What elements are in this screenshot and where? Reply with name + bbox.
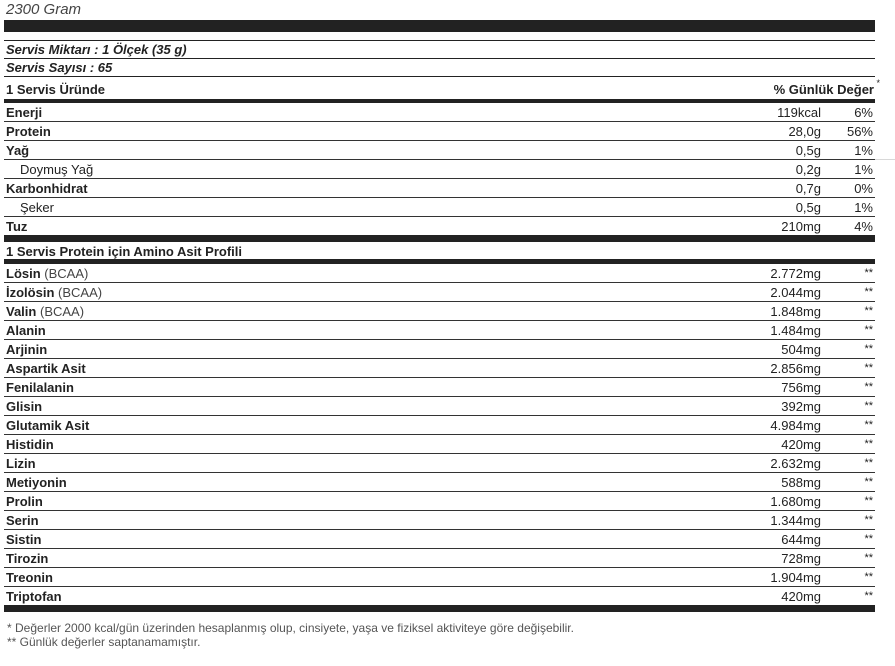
- amino-acid-name: Serin: [6, 512, 39, 528]
- nutrient-amount: 28,0g: [788, 123, 821, 139]
- amino-acid-name: Lösin: [6, 265, 41, 281]
- amino-acid-daily-value: **: [864, 533, 873, 545]
- table-row: [4, 568, 875, 587]
- amino-acid-amount: 2.772mg: [770, 265, 821, 281]
- amino-acid-daily-value: **: [864, 343, 873, 355]
- amino-acid-amount: 1.680mg: [770, 493, 821, 509]
- amino-acid-daily-value: **: [864, 286, 873, 298]
- amino-acid-daily-value: **: [864, 590, 873, 602]
- nutrition-header-left: 1 Servis Üründe: [6, 82, 105, 97]
- amino-acid-amount: 504mg: [781, 341, 821, 357]
- amino-acid-amount: 4.984mg: [770, 417, 821, 433]
- amino-acid-name: Prolin: [6, 493, 43, 509]
- table-row: [4, 492, 875, 511]
- amino-acid-daily-value: **: [864, 305, 873, 317]
- amino-acid-name: Arjinin: [6, 341, 48, 357]
- table-row: [4, 340, 875, 359]
- product-weight: 2300 Gram: [6, 1, 82, 18]
- amino-acid-daily-value: **: [864, 267, 873, 279]
- amino-acid-name: Glutamik Asit: [6, 417, 90, 433]
- serving-size: Servis Miktarı : 1 Ölçek (35 g): [4, 40, 875, 59]
- section-divider: [4, 235, 875, 242]
- amino-acid-name: Valin: [6, 303, 37, 319]
- amino-acid-name: Glisin: [6, 398, 43, 414]
- amino-acid-amount: 2.856mg: [770, 360, 821, 376]
- table-row: [4, 511, 875, 530]
- table-row: [4, 122, 875, 141]
- bcaa-note: (BCAA): [39, 303, 85, 319]
- table-row: [4, 397, 875, 416]
- amino-acid-amount: 420mg: [781, 436, 821, 452]
- amino-acid-name: Metiyonin: [6, 474, 67, 490]
- amino-acid-amount: 2.044mg: [770, 284, 821, 300]
- amino-acid-amount: 756mg: [781, 379, 821, 395]
- table-row: [4, 302, 875, 321]
- table-row: [4, 217, 875, 235]
- table-row: [4, 359, 875, 378]
- table-row: [4, 378, 875, 397]
- table-row: [4, 179, 875, 198]
- amino-acid-name: Tirozin: [6, 550, 49, 566]
- amino-acid-amount: 420mg: [781, 588, 821, 604]
- amino-acid-name: Treonin: [6, 569, 53, 585]
- amino-acid-daily-value: **: [864, 476, 873, 488]
- nutrient-daily-value: 0%: [854, 180, 873, 196]
- amino-acid-amount: 1.848mg: [770, 303, 821, 319]
- amino-acid-amount: 1.484mg: [770, 322, 821, 338]
- nutrient-daily-value: 4%: [854, 218, 873, 234]
- nutrient-name: Protein: [6, 123, 51, 139]
- nutrition-header-right: % Günlük Değer *: [774, 81, 874, 99]
- table-row: [4, 587, 875, 605]
- footnote-daily-value: * Değerler 2000 kcal/gün üzerinden hesaplanmış olup, cinsiyete, yaşa ve fiziksel aktiviteye göre değişebilir.: [7, 621, 574, 635]
- amino-acid-daily-value: **: [864, 495, 873, 507]
- amino-acid-name: Sistin: [6, 531, 42, 547]
- nutrient-amount: 210mg: [781, 218, 821, 234]
- nutrient-amount: 0,5g: [795, 199, 821, 215]
- table-row: [4, 530, 875, 549]
- amino-acid-name: Fenilalanin: [6, 379, 74, 395]
- table-row: [4, 321, 875, 340]
- amino-acid-table: [4, 264, 875, 605]
- amino-acid-daily-value: **: [864, 457, 873, 469]
- nutrient-daily-value: 1%: [854, 199, 873, 215]
- amino-acid-daily-value: **: [864, 552, 873, 564]
- nutrient-amount: 119kcal: [777, 104, 821, 120]
- table-row: [4, 473, 875, 492]
- footnotes: [7, 621, 574, 649]
- amino-acid-amount: 2.632mg: [770, 455, 821, 471]
- nutrient-name: Doymuş Yağ: [20, 161, 94, 177]
- table-row: [4, 549, 875, 568]
- amino-acid-daily-value: **: [864, 514, 873, 526]
- nutrient-daily-value: 1%: [854, 161, 873, 177]
- amino-acid-daily-value: **: [864, 362, 873, 374]
- amino-acid-daily-value: **: [864, 438, 873, 450]
- amino-acid-daily-value: **: [864, 400, 873, 412]
- table-row: [4, 103, 875, 122]
- footnote-marker: *: [876, 78, 880, 88]
- amino-acid-daily-value: **: [864, 419, 873, 431]
- nutrient-name: Karbonhidrat: [6, 180, 88, 196]
- nutrient-amount: 0,7g: [795, 180, 821, 196]
- table-row: [4, 416, 875, 435]
- servings-per-container: Servis Sayısı : 65: [4, 59, 875, 77]
- table-row: [4, 141, 875, 160]
- nutrient-daily-value: 6%: [854, 104, 873, 120]
- nutrient-daily-value: 56%: [846, 123, 873, 139]
- amino-acid-amount: 588mg: [781, 474, 821, 490]
- nutrient-amount: 0,2g: [795, 161, 821, 177]
- nutrition-facts-panel: [4, 20, 880, 612]
- amino-acid-amount: 1.344mg: [770, 512, 821, 528]
- nutrient-amount: 0,5g: [795, 142, 821, 158]
- bcaa-note: (BCAA): [44, 265, 89, 281]
- amino-acid-amount: 1.904mg: [770, 569, 821, 585]
- table-row: [4, 435, 875, 454]
- amino-acid-name: Lizin: [6, 455, 36, 471]
- amino-acid-name: Histidin: [6, 436, 54, 452]
- table-row: [4, 264, 875, 283]
- table-row: [4, 160, 875, 179]
- nutrient-name: Tuz: [6, 218, 28, 234]
- amino-acid-daily-value: **: [864, 381, 873, 393]
- nutrition-header: [4, 77, 880, 99]
- amino-acid-name: Triptofan: [6, 588, 62, 604]
- amino-acid-daily-value: **: [864, 571, 873, 583]
- table-row: [4, 454, 875, 473]
- nutrient-name: Şeker: [20, 199, 54, 215]
- top-divider: [4, 20, 875, 32]
- amino-acid-amount: 644mg: [781, 531, 821, 547]
- amino-acid-amount: 392mg: [781, 398, 821, 414]
- nutrient-daily-value: 1%: [854, 142, 873, 158]
- amino-acid-name: İzolösin: [6, 284, 55, 300]
- amino-acid-daily-value: **: [864, 324, 873, 336]
- amino-acid-name: Aspartik Asit: [6, 360, 86, 376]
- table-row: [4, 198, 875, 217]
- nutrient-name: Yağ: [6, 142, 30, 158]
- bcaa-note: (BCAA): [58, 284, 103, 300]
- amino-acid-profile-title: 1 Servis Protein için Amino Asit Profili: [4, 242, 875, 264]
- amino-acid-name: Alanin: [6, 322, 46, 338]
- amino-acid-amount: 728mg: [781, 550, 821, 566]
- table-row: [4, 283, 875, 302]
- nutrient-name: Enerji: [6, 104, 43, 120]
- bottom-divider: [4, 605, 875, 612]
- nutrition-table: [4, 103, 875, 235]
- footnote-not-established: ** Günlük değerler saptanamamıştır.: [7, 635, 201, 649]
